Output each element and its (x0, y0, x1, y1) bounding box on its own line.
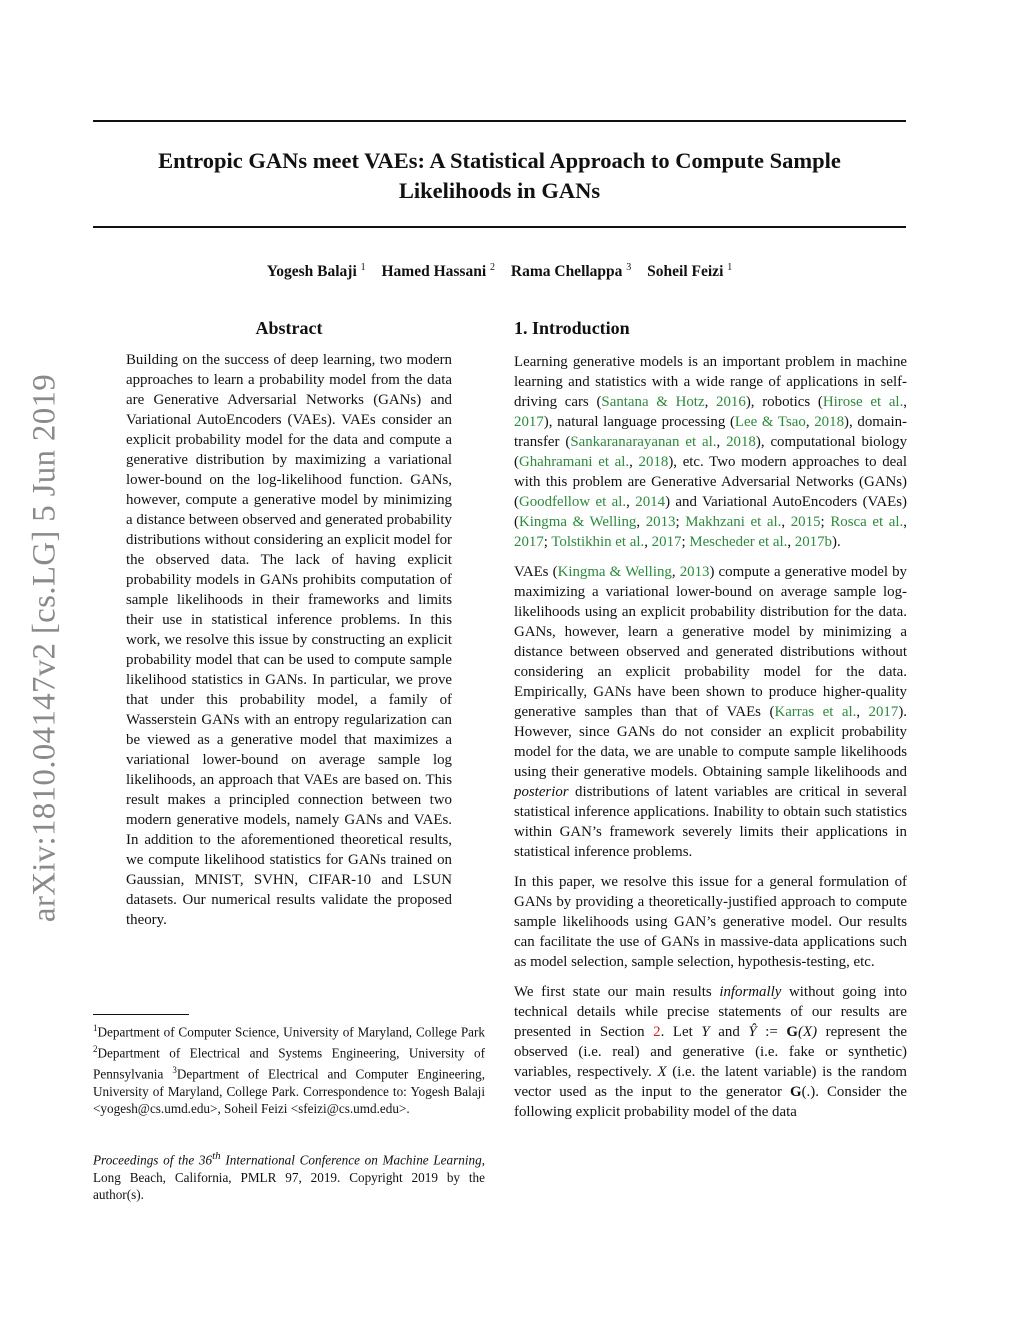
author-name: Hamed Hassani (381, 263, 487, 281)
affiliation-3: Department of Electrical and Computer Engineering, University of Maryland, College Park. Correspondence to: Yogesh Balaji <yogesh@cs.umd.edu>, Soheil Feizi <sfeizi@cs.umd.edu>. (93, 1066, 486, 1117)
author-name: Soheil Feizi (647, 263, 724, 281)
citation-link[interactable]: Goodfellow et al. (518, 494, 627, 510)
author-affiliation-mark: 1 (727, 262, 733, 273)
author-list (93, 262, 906, 281)
abstract-text: Building on the success of deep learning, two modern approaches to learn a probability model from the data are Generative Adversarial Networks (GANs) and Variational AutoEncoders (VAEs). VAEs consider an explicit probability model for the data and compute a generative distribution by maximizing a variational lower-bound on the log-likelihood function. GANs, however, compute a generative model by minimizing a distance between observed and generated probability distributions without considering an explicit model for the observed data. The lack of having explicit probability models in GANs prohibits computation of sample likelihoods in their frameworks and limits their use in statistical inference problems. In this work, we resolve this issue by constructing an explicit probability model that can be used to compute sample likelihood statistics in GANs. In particular, we prove that under this probability model, a family of Wasserstein GANs with an entropy regularization can be viewed as a generative model that maximizes a variational lower-bound on average sample log likelihoods, an approach that VAEs are based on. This result makes a principled connection between two modern generative models, namely GANs and VAEs. In addition to the aforementioned theoretical results, we compute likelihood statistics for GANs trained on Gaussian, MNIST, SVHN, CIFAR-10 and LSUN datasets. Our numerical results validate the proposed theory. (126, 352, 452, 928)
affiliation-1: Department of Computer Science, University of Maryland, College Park (97, 1024, 485, 1040)
author-4 (647, 263, 732, 280)
paper-title (93, 146, 906, 206)
citation-link[interactable]: Makhzani et al. (685, 514, 782, 530)
citation-link[interactable]: 2015 (790, 514, 821, 530)
citation-link[interactable]: 2014 (635, 494, 666, 510)
author-1 (267, 263, 366, 280)
citation-link[interactable]: Lee & Tsao (734, 414, 806, 430)
citation-link[interactable]: Karras et al. (774, 704, 857, 720)
citation-link[interactable]: Tolstikhin et al. (551, 534, 645, 550)
author-2 (382, 263, 496, 280)
title-line-2: Likelihoods in GANs (398, 178, 601, 203)
intro-paragraph-4: We first state our main results informally without going into technical details while precise statements of our results are presented in Section 2. Let Y and Ŷ := G(X) represent the observed (i.e. real) and generative (i.e. fake or synthetic) variables, respectively. X (i.e. the latent variable) is the random vector used as the input to the generator G(.). Consider the following explicit probability model of the data (514, 984, 907, 1120)
affiliation-footnote (93, 1020, 485, 1118)
citation-link[interactable]: 2013 (645, 514, 676, 530)
footnote-mark: 1 (93, 1023, 98, 1033)
proceedings-copyright: , Long Beach, California, PMLR 97, 2019. Copyright 2019 by the author(s). (93, 1152, 485, 1203)
citation-link[interactable]: 2017b (794, 534, 832, 550)
author-affiliation-mark: 2 (490, 262, 496, 273)
citation-link[interactable]: 2018 (638, 454, 669, 470)
footnote-mark: 3 (172, 1064, 177, 1075)
title-line-1: Entropic GANs meet VAEs: A Statistical Approach to Compute Sample (158, 148, 841, 173)
section-link[interactable]: 2 (653, 1024, 661, 1040)
abstract-heading: Abstract (255, 318, 323, 338)
citation-link[interactable]: Mescheder et al. (689, 534, 788, 550)
proceedings-note (93, 1148, 485, 1204)
title-top-rule (93, 120, 906, 122)
introduction-heading: 1. Introduction (514, 318, 630, 338)
citation-link[interactable]: Kingma & Welling (518, 514, 637, 530)
citation-link[interactable]: Ghahramani et al. (518, 454, 630, 470)
citation-link[interactable]: 2017 (514, 534, 544, 550)
footnote-rule (93, 1014, 189, 1015)
author-name: Yogesh Balaji (266, 263, 357, 281)
citation-link[interactable]: Hirose et al. (822, 394, 904, 410)
author-affiliation-mark: 1 (360, 262, 366, 273)
citation-link[interactable]: 2018 (726, 434, 756, 450)
intro-paragraph-1: Learning generative models is an important problem in machine learning and statistics with a wide range of applications in self-driving cars (Santana & Hotz, 2016), robotics (Hirose et al., 2017), natural language processing (Lee & Tsao, 2018), domain-transfer (Sankaranarayanan et al., 2018), computational biology (Ghahramani et al., 2018), etc. Two modern approaches to deal with this problem are Generative Adversarial Networks (GANs) (Goodfellow et al., 2014) and Variational AutoEncoders (VAEs) (Kingma & Welling, 2013; Makhzani et al., 2015; Rosca et al., 2017; Tolstikhin et al., 2017; Mescheder et al., 2017b). (514, 354, 908, 550)
citation-link[interactable]: 2017 (514, 414, 544, 430)
arxiv-identifier: arXiv:1810.04147v2 [cs.LG] 5 Jun 2019 (26, 373, 63, 923)
citation-link[interactable]: 2017 (651, 534, 682, 550)
author-name: Rama Chellappa (510, 263, 623, 281)
citation-link[interactable]: Sankaranarayanan et al. (570, 434, 717, 450)
citation-link[interactable]: 2018 (814, 414, 845, 430)
author-affiliation-mark: 3 (626, 262, 632, 273)
citation-link[interactable]: Rosca et al. (830, 514, 904, 530)
title-bottom-rule (93, 226, 906, 228)
citation-link[interactable]: 2013 (679, 564, 710, 580)
author-3 (511, 263, 631, 280)
proceedings-number: 36 (198, 1152, 213, 1168)
introduction-body (514, 352, 907, 1132)
citation-link[interactable]: Kingma & Welling (557, 564, 672, 580)
intro-paragraph-2: VAEs (Kingma & Welling, 2013) compute a generative model by maximizing a variational lower-bound on average sample log-likelihoods using an explicit probability distribution for the data. GANs, however, learn a generative model by minimizing a distance between observed and generated distributions without considering an explicit probability model for the data. Empirically, GANs have been shown to produce higher-quality generative samples than that of VAEs (Karras et al., 2017). However, since GANs do not consider an explicit probability model for the data, we are unable to compute sample likelihoods using their generative models. Obtaining sample likelihoods and posterior distributions of latent variables are critical in several statistical inference applications. Inability to obtain such statistics within GAN’s framework severely limits their applications in statistical inference problems. (514, 564, 907, 860)
affiliation-2: Department of Electrical and Systems Engineering, University of Pennsylvania (93, 1045, 485, 1082)
intro-paragraph-3: In this paper, we resolve this issue for a general formulation of GANs by providing a theoretically-justified approach to compute sample likelihoods using GAN’s generative model. Our results can facilitate the use of GANs in massive-data applications such as model selection, sample selection, hypothesis-testing, etc. (514, 874, 907, 970)
citation-link[interactable]: Santana & Hotz (601, 394, 705, 410)
citation-link[interactable]: 2017 (868, 704, 899, 720)
proceedings-conference: International Conference on Machine Learning (220, 1152, 482, 1168)
proceedings-ordinal: th (212, 1150, 221, 1162)
proceedings-prefix: Proceedings of the (93, 1152, 199, 1168)
footnote-mark: 2 (93, 1043, 98, 1054)
citation-link[interactable]: 2016 (716, 394, 746, 410)
